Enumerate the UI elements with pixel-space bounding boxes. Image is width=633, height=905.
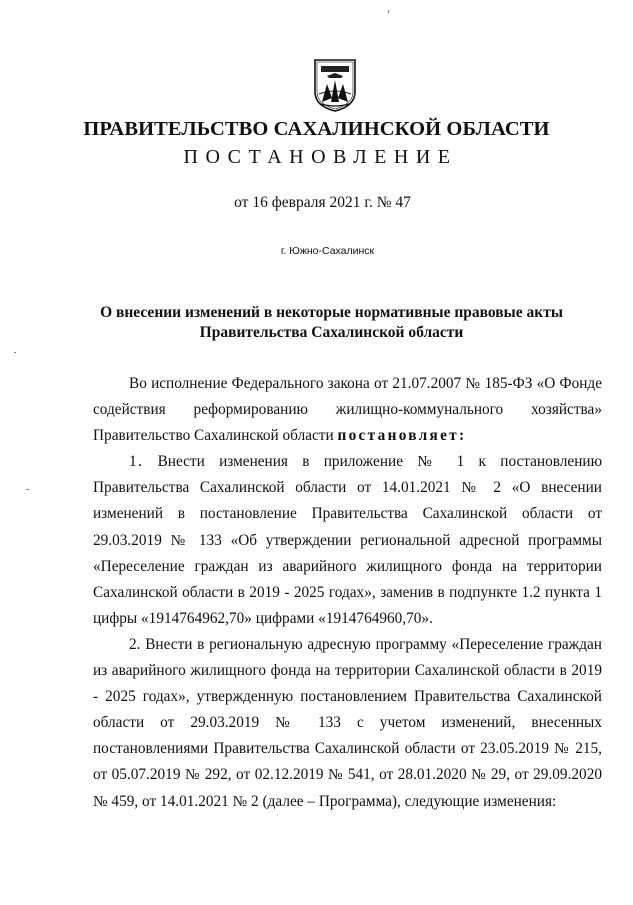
- organization-name: ПРАВИТЕЛЬСТВО САХАЛИНСКОЙ ОБЛАСТИ: [83, 118, 550, 140]
- coat-of-arms-emblem: [313, 58, 357, 112]
- scan-mark: [26, 489, 29, 490]
- intro-line-3: [93, 423, 602, 449]
- document-city: г. Южно-Сахалинск: [280, 245, 375, 257]
- item-1-text: Внести изменения в приложение № 1 к постановлению Правительства Сахалинской области от 14.01.2021 № 2 «О внесении изменений в постановление Правительства Сахалинской области от 29.03.2019 № 133 «Об утверждении региональной адресной программы «Переселение граждан из аварийного жилищного фонда на территории Сахалинской области в 2019 - 2025 годах», заменив в подпункте 1.2 пункта 1 цифры «1914764962,70» цифрами «1914764960,70».: [93, 453, 602, 627]
- document-body: [93, 371, 602, 815]
- decree-word: постановляет:: [337, 427, 467, 445]
- scan-mark: [388, 10, 389, 13]
- item-2-paragraph: 2. Внести в региональную адресную программу «Переселение граждан из аварийного жилищного фонда на территории Сахалинской области в 2019 - 2025 годах», утвержденную постановлением Правительства Сахалинской области от 29.03.2019 № 133 с учетом изменений, внесенных постановлениями Правительства Сахалинской области от 23.05.2019 № 215, от 05.07.2019 № 292, от 02.12.2019 № 541, от 28.01.2020 № 29, от 29.09.2020 № 459, от 14.01.2021 № 2 (далее – Программа), следующие изменения:: [93, 635, 602, 810]
- intro-subject: Правительство Сахалинской области: [93, 427, 334, 445]
- title-line-1: О внесении изменений в некоторые нормативные правовые акты: [100, 304, 563, 321]
- title-line-2: Правительства Сахалинской области: [199, 324, 464, 341]
- scan-mark: [14, 352, 16, 353]
- document-type: ПОСТАНОВЛЕНИЕ: [183, 146, 458, 168]
- document-title: [60, 303, 603, 343]
- intro-line-1: Во исполнение Федерального закона от 21.07.2007 № 185-ФЗ «О Фонде: [129, 375, 602, 392]
- intro-line-2: содействия реформированию жилищно-коммунального хозяйства»: [93, 401, 602, 419]
- item-1-paragraph: [93, 449, 602, 632]
- item-1-number: 1.: [129, 453, 144, 471]
- document-date-number: от 16 февраля 2021 г. № 47: [234, 194, 411, 211]
